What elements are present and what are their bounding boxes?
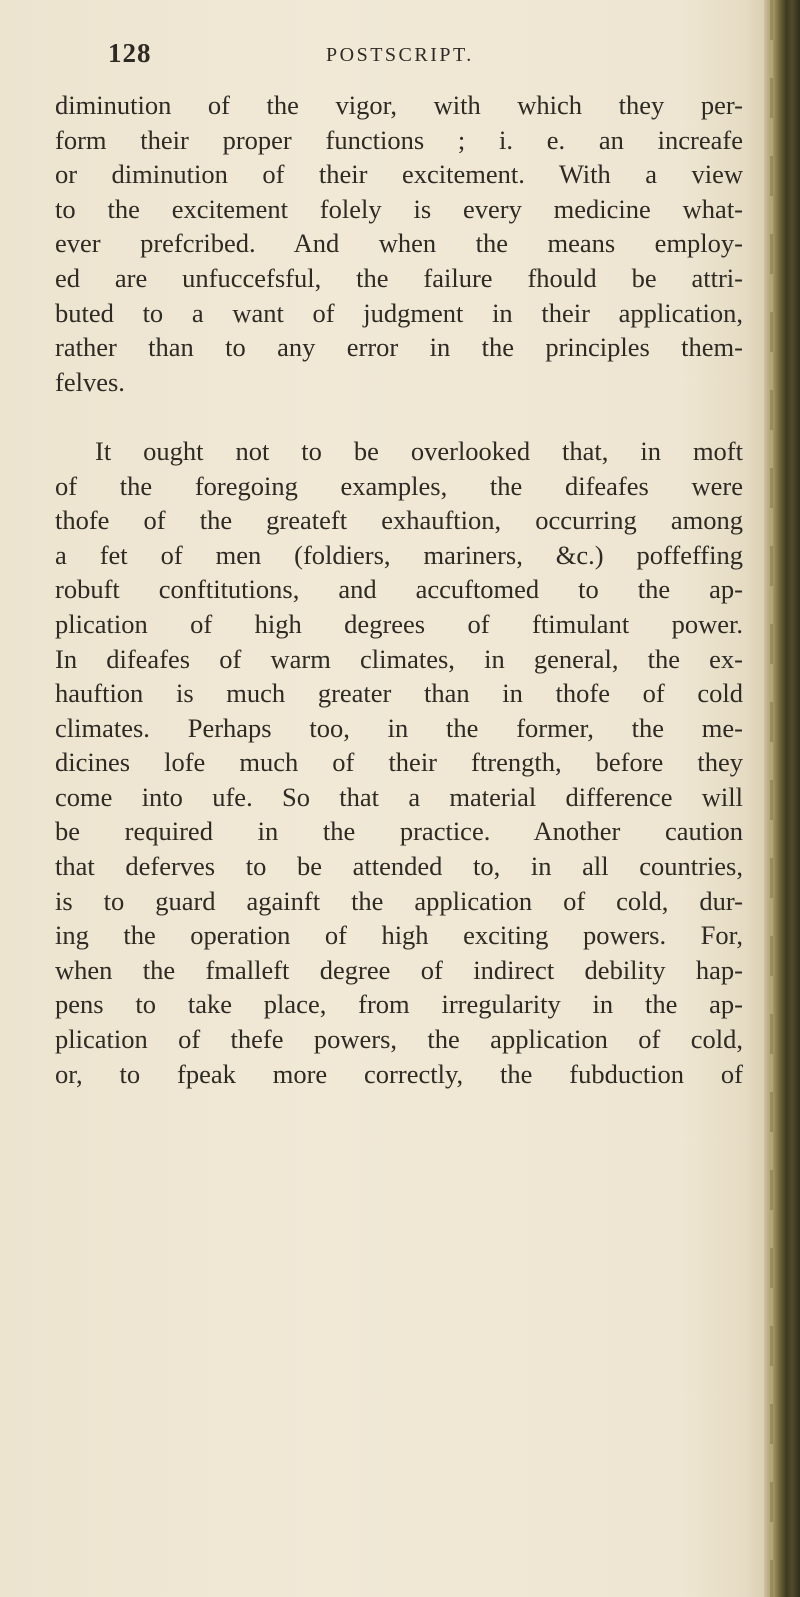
text-line: dicines lofe much of their ftrength, before they [55, 747, 743, 778]
text-line: buted to a want of judgment in their application, [55, 297, 743, 328]
text-line: plication of high degrees of ftimulant power. [55, 608, 743, 639]
text-line: when the fmalleft degree of indirect debility hap- [55, 954, 743, 985]
text-line: diminution of the vigor, with which they per- [55, 90, 743, 120]
paragraph-gap [55, 399, 743, 434]
text-line: ever prefcribed. And when the means employ- [55, 228, 743, 259]
page-number: 128 [108, 38, 152, 68]
body-text [55, 88, 743, 1091]
text-line: robuft conftitutions, and accuftomed to the ap- [55, 574, 743, 605]
text-line: is to guard againft the application of cold, dur- [55, 885, 743, 916]
text-line: that deferves to be attended to, in all countries, [55, 851, 743, 882]
text-line: form their proper functions ; i. e. an increafe [55, 124, 743, 155]
book-binding-edge [764, 0, 800, 1597]
text-line: of the foregoing examples, the difeafes were [55, 470, 743, 501]
text-line: rather than to any error in the principles them- [55, 332, 743, 363]
page-header [108, 38, 728, 78]
paragraph-2 [55, 434, 743, 1091]
text-line: to the excitement folely is every medicine what- [55, 193, 743, 224]
text-line: ing the operation of high exciting powers. For, [55, 920, 743, 951]
running-head: POSTSCRIPT. [326, 44, 474, 66]
text-line: be required in the practice. Another caution [55, 816, 743, 847]
paragraph-1 [55, 88, 743, 399]
text-line: climates. Perhaps too, in the former, the me- [55, 712, 743, 743]
text-line: It ought not to be overlooked that, in moft [95, 435, 743, 466]
text-line: or, to fpeak more correctly, the fubduction of [55, 1058, 743, 1089]
text-line: In difeafes of warm climates, in general, the ex- [55, 643, 743, 674]
text-line: come into ufe. So that a material difference will [55, 781, 743, 812]
text-line: hauftion is much greater than in thofe of cold [55, 678, 743, 709]
text-line: a fet of men (foldiers, mariners, &c.) poffeffing [55, 539, 743, 570]
text-line: felves. [55, 366, 125, 397]
text-line: or diminution of their excitement. With a view [55, 159, 743, 190]
text-line: thofe of the greateft exhauftion, occurring among [55, 505, 743, 536]
text-line: plication of thefe powers, the application of cold, [55, 1024, 743, 1055]
text-line: pens to take place, from irregularity in the ap- [55, 989, 743, 1020]
text-line: ed are unfuccefsful, the failure fhould be attri- [55, 262, 743, 293]
